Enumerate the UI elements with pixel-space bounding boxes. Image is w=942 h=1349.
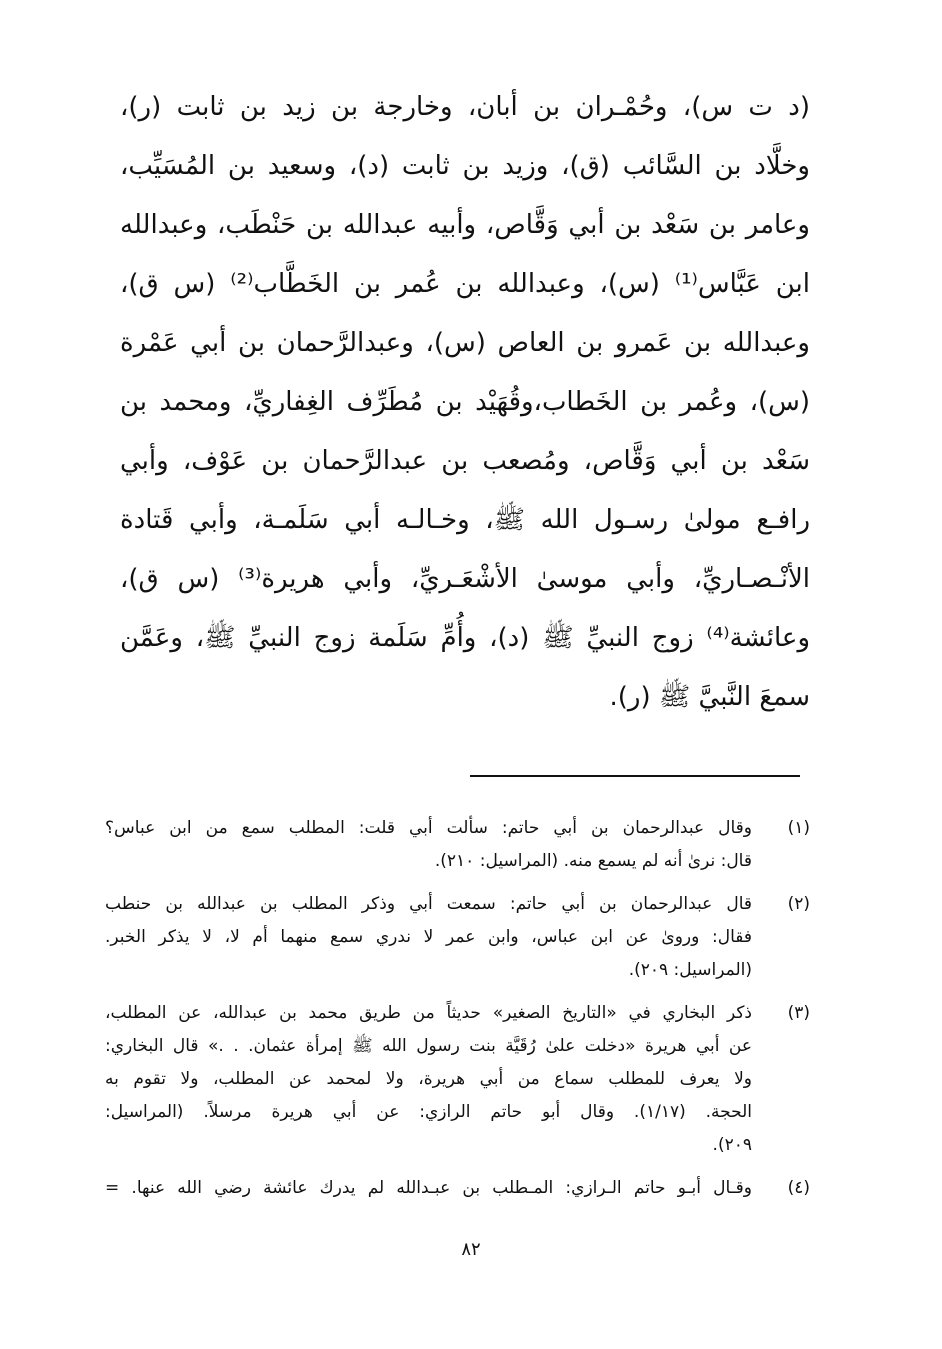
footnote-line: ذكر البخاري في «التاريخ الصغير» حديثاً من طريق محمد بن عبدالله، عن المطلب، xyxy=(105,1003,752,1023)
footnote-line: عن أبي هريرة «دخلت علىٰ رُقَيَّة بنت رسول الله ﷺ إمرأة عثمان. . .» قال البخاري: xyxy=(105,1036,752,1056)
footnote-line: (المراسيل: ٢٠٩). xyxy=(628,960,752,980)
footnote-line: وقال عبدالرحمان بن أبي حاتم: سألت أبي قلت: المطلب سمع من ابن عباس؟ xyxy=(105,818,752,838)
main-text-line: الأنْـصـاريِّ، وأبي موسىٰ الأشْعَـريِّ، وأبي هريرة⁽³⁾ (س ق)، xyxy=(120,564,810,594)
footnote-2 xyxy=(105,888,810,987)
main-text-line: وخلَّاد بن السَّائب (ق)، وزيد بن ثابت (د)، وسعيد بن المُسَيِّب، xyxy=(120,151,810,181)
footnote-line: فقال: وروىٰ عن ابن عباس، وابن عمر لا ندري سمع منهما أم لا، لا يذكر الخبر. xyxy=(105,927,752,947)
main-text-line: سَعْد بن أبي وَقَّاص، ومُصعب بن عبدالرَّحمان بن عَوْف، وأبي xyxy=(120,446,810,476)
main-text-line: (س)، وعُمر بن الخَطاب،وقُهَيْد بن مُطَرِّف الغِفاريِّ، ومحمد بن xyxy=(120,387,810,417)
footnote-1 xyxy=(105,812,810,878)
main-text xyxy=(120,78,810,727)
main-text-line: رافـع مولىٰ رسـول الله ﷺ، وخـالـه أبي سَلَمـة، وأبي قَتادة xyxy=(120,505,810,535)
footnote-line: ٢٠٩). xyxy=(712,1135,752,1155)
main-text-line: سمعَ النَّبيَّ ﷺ (ر). xyxy=(609,682,810,712)
footnote-number: (٣) xyxy=(787,1003,810,1023)
footnote-line: الحجة. (١/١٧). وقال أبو حاتم الرازي: عن أبي هريرة مرسلاً. (المراسيل: xyxy=(105,1102,752,1122)
footnote-3 xyxy=(105,997,810,1162)
footnote-number: (٤) xyxy=(787,1178,810,1198)
footnote-separator xyxy=(470,775,800,777)
footnote-line: ولا يعرف للمطلب سماع من أبي هريرة، ولا لمحمد عن المطلب، ولا تقوم به xyxy=(105,1069,752,1089)
footnote-number: (٢) xyxy=(787,894,810,914)
main-text-line: وعائشة⁽⁴⁾ زوج النبيِّ ﷺ (د)، وأُمِّ سَلَمة زوج النبيِّ ﷺ، وعَمَّن xyxy=(120,623,810,653)
footnote-line: قال: نرىٰ أنه لم يسمع منه. (المراسيل: ٢١٠). xyxy=(434,851,752,871)
main-text-line: وعامر بن سَعْد بن أبي وَقَّاص، وأبيه عبدالله بن حَنْطَب، وعبدالله xyxy=(120,210,810,240)
footnotes xyxy=(105,812,810,1215)
footnote-number: (١) xyxy=(787,818,810,838)
main-text-line: ابن عَبَّاس⁽¹⁾ (س)، وعبدالله بن عُمر بن الخَطَّاب⁽²⁾ (س ق)، xyxy=(120,269,810,299)
footnote-line: وقـال أبـو حاتم الـرازي: المـطلب بن عبـدالله لم يدرك عائشة رضي الله عنها. = xyxy=(105,1178,752,1198)
footnote-line: قال عبدالرحمان بن أبي حاتم: سمعت أبي وذكر المطلب بن عبدالله بن حنطب xyxy=(105,894,752,914)
page-number: ٨٢ xyxy=(461,1239,481,1260)
main-text-line: وعبدالله بن عَمرو بن العاص (س)، وعبدالرَّحمان بن أبي عَمْرة xyxy=(120,328,810,358)
main-text-line: (د ت س)، وحُمْـران بن أبان، وخارجة بن زيد بن ثابت (ر)، xyxy=(120,92,810,122)
footnote-4 xyxy=(105,1172,810,1205)
